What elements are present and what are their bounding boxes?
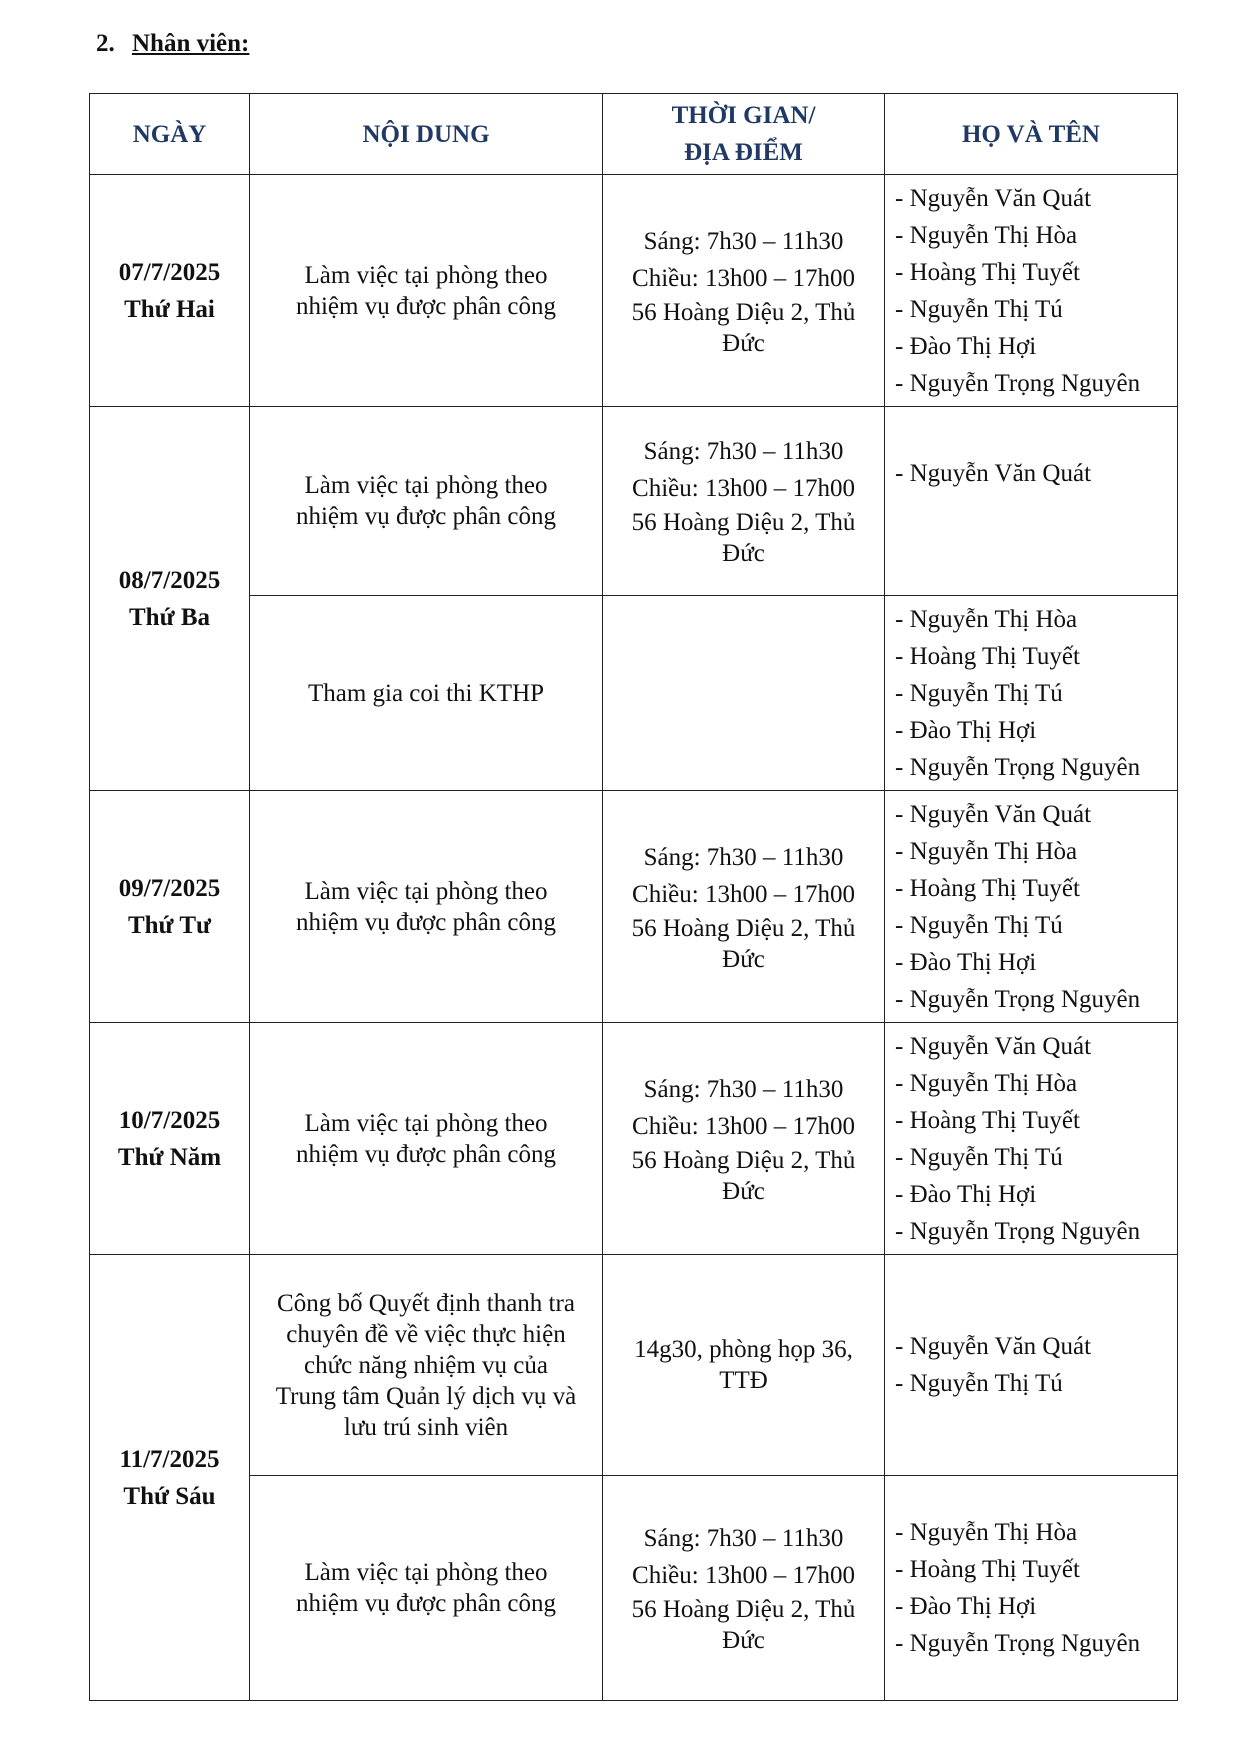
weekday-text: Thứ Hai bbox=[124, 295, 215, 323]
content-line: Làm việc tại phòng theo bbox=[304, 261, 548, 289]
time-location-line: Chiều: 13h00 – 17h00 bbox=[632, 475, 855, 502]
time-location-line: Chiều: 13h00 – 17h00 bbox=[632, 1562, 855, 1589]
date-cell bbox=[90, 1023, 250, 1255]
schedule-table bbox=[89, 93, 1178, 1701]
time-location-cell bbox=[603, 1255, 885, 1476]
content-line: nhiệm vụ được phân công bbox=[295, 503, 557, 530]
content-cell bbox=[250, 596, 603, 791]
names-cell bbox=[885, 175, 1178, 407]
header-content: NỘI DUNG bbox=[250, 94, 603, 175]
names-cell bbox=[885, 407, 1178, 596]
date-cell bbox=[90, 791, 250, 1023]
time-location-line: Chiều: 13h00 – 17h00 bbox=[632, 880, 855, 908]
content-line: Trung tâm Quản lý dịch vụ và bbox=[275, 1382, 577, 1410]
time-location-line: 56 Hoàng Diệu 2, Thủ bbox=[631, 1146, 856, 1174]
staff-name: - Hoàng Thị Tuyết bbox=[895, 1106, 1080, 1134]
staff-name: - Nguyễn Thị Hòa bbox=[895, 605, 1078, 633]
time-location-cell bbox=[603, 596, 885, 791]
names-cell bbox=[885, 596, 1178, 791]
table-row bbox=[90, 407, 1178, 596]
content-cell bbox=[250, 407, 603, 596]
section-number: 2. bbox=[96, 30, 115, 57]
time-location-line: Đức bbox=[722, 1177, 765, 1205]
content-line: nhiệm vụ được phân công bbox=[295, 908, 557, 936]
date-text: 11/7/2025 bbox=[119, 1445, 220, 1473]
time-location-line: Đức bbox=[722, 945, 765, 973]
staff-name: - Nguyễn Thị Tú bbox=[895, 1143, 1063, 1171]
staff-name: - Nguyễn Thị Hòa bbox=[895, 1069, 1078, 1097]
time-location-line: 56 Hoàng Diệu 2, Thủ bbox=[631, 914, 856, 942]
content-cell bbox=[250, 1023, 603, 1255]
date-text: 09/7/2025 bbox=[118, 874, 221, 902]
names-cell bbox=[885, 791, 1178, 1023]
header-date: NGÀY bbox=[90, 94, 250, 175]
staff-name: - Nguyễn Thị Hòa bbox=[895, 1519, 1078, 1546]
header-full-name: HỌ VÀ TÊN bbox=[885, 94, 1178, 175]
date-text: 07/7/2025 bbox=[118, 258, 221, 286]
date-cell bbox=[90, 175, 250, 407]
time-location-line: Đức bbox=[722, 1627, 765, 1654]
time-location-cell bbox=[603, 791, 885, 1023]
content-line: Làm việc tại phòng theo bbox=[304, 877, 548, 905]
time-location-line: 14g30, phòng họp 36, bbox=[634, 1336, 853, 1363]
content-line: chức năng nhiệm vụ của bbox=[303, 1351, 549, 1379]
staff-name: - Nguyễn Trọng Nguyên bbox=[895, 985, 1141, 1013]
staff-name: - Đào Thị Hợi bbox=[895, 1593, 1037, 1620]
date-text: 08/7/2025 bbox=[118, 566, 221, 594]
content-line: lưu trú sinh viên bbox=[343, 1413, 509, 1441]
content-cell bbox=[250, 175, 603, 407]
content-line: Làm việc tại phòng theo bbox=[304, 1109, 548, 1137]
staff-name: - Nguyễn Thị Tú bbox=[895, 295, 1063, 323]
staff-name: - Nguyễn Thị Tú bbox=[895, 679, 1063, 707]
table-row bbox=[90, 1476, 1178, 1701]
staff-name: - Đào Thị Hợi bbox=[895, 332, 1037, 360]
content-line: Làm việc tại phòng theo bbox=[304, 1559, 548, 1586]
staff-name: - Đào Thị Hợi bbox=[895, 948, 1037, 976]
time-location-line: 56 Hoàng Diệu 2, Thủ bbox=[631, 298, 856, 326]
time-location-line: Sáng: 7h30 – 11h30 bbox=[643, 227, 844, 255]
names-cell bbox=[885, 1023, 1178, 1255]
schedule-body bbox=[90, 175, 1178, 1701]
date-text: 10/7/2025 bbox=[118, 1106, 221, 1134]
time-location-line: TTĐ bbox=[719, 1367, 768, 1394]
date-cell bbox=[90, 1255, 250, 1701]
staff-name: - Nguyễn Thị Hòa bbox=[895, 221, 1078, 249]
staff-name: - Nguyễn Trọng Nguyên bbox=[895, 1217, 1141, 1245]
time-location-cell bbox=[603, 175, 885, 407]
content-line: Công bố Quyết định thanh tra bbox=[277, 1289, 575, 1317]
content-cell bbox=[250, 1255, 603, 1476]
staff-name: - Nguyễn Trọng Nguyên bbox=[895, 369, 1141, 397]
staff-name: - Nguyễn Thị Tú bbox=[895, 1370, 1063, 1397]
content-line: Làm việc tại phòng theo bbox=[304, 472, 548, 499]
header-time-location-text: THỜI GIAN/ ĐỊA ĐIỂM bbox=[671, 102, 816, 166]
content-line: nhiệm vụ được phân công bbox=[295, 1590, 557, 1617]
time-location-line: Đức bbox=[722, 540, 765, 567]
content-cell bbox=[250, 791, 603, 1023]
table-row bbox=[90, 596, 1178, 791]
content-line: Tham gia coi thi KTHP bbox=[307, 679, 545, 707]
time-location-line: Đức bbox=[722, 329, 765, 357]
table-row bbox=[90, 175, 1178, 407]
names-cell bbox=[885, 1476, 1178, 1701]
time-location-line: Sáng: 7h30 – 11h30 bbox=[643, 1525, 844, 1552]
content-line: chuyên đề về việc thực hiện bbox=[286, 1320, 566, 1348]
staff-name: - Hoàng Thị Tuyết bbox=[895, 642, 1080, 670]
time-location-cell bbox=[603, 1476, 885, 1701]
staff-name: - Hoàng Thị Tuyết bbox=[895, 1556, 1080, 1583]
weekday-text: Thứ Tư bbox=[127, 911, 212, 939]
content-line: nhiệm vụ được phân công bbox=[295, 292, 557, 320]
staff-name: - Nguyễn Văn Quát bbox=[895, 1032, 1092, 1060]
staff-name: - Nguyễn Trọng Nguyên bbox=[895, 753, 1141, 781]
content-line: nhiệm vụ được phân công bbox=[295, 1140, 557, 1168]
staff-name: - Nguyễn Văn Quát bbox=[895, 1333, 1092, 1360]
staff-name: - Nguyễn Văn Quát bbox=[895, 800, 1092, 828]
staff-name: - Hoàng Thị Tuyết bbox=[895, 874, 1080, 902]
time-location-line: Chiều: 13h00 – 17h00 bbox=[632, 264, 855, 292]
staff-name: - Nguyễn Thị Tú bbox=[895, 911, 1063, 939]
time-location-cell bbox=[603, 407, 885, 596]
table-row bbox=[90, 791, 1178, 1023]
staff-name: - Nguyễn Văn Quát bbox=[895, 460, 1092, 487]
table-row bbox=[90, 1023, 1178, 1255]
names-cell bbox=[885, 1255, 1178, 1476]
staff-name: - Đào Thị Hợi bbox=[895, 1180, 1037, 1208]
table-row bbox=[90, 1255, 1178, 1476]
weekday-text: Thứ Ba bbox=[128, 603, 210, 631]
staff-name: - Đào Thị Hợi bbox=[895, 716, 1037, 744]
weekday-text: Thứ Sáu bbox=[123, 1482, 216, 1510]
time-location-cell bbox=[603, 1023, 885, 1255]
time-location-line: Chiều: 13h00 – 17h00 bbox=[632, 1112, 855, 1140]
staff-name: - Nguyễn Trọng Nguyên bbox=[895, 1630, 1141, 1657]
date-cell bbox=[90, 407, 250, 791]
staff-name: - Nguyễn Thị Hòa bbox=[895, 837, 1078, 865]
time-location-line: 56 Hoàng Diệu 2, Thủ bbox=[631, 509, 856, 536]
staff-name: - Nguyễn Văn Quát bbox=[895, 184, 1092, 212]
weekday-text: Thứ Năm bbox=[117, 1143, 222, 1171]
section-heading bbox=[96, 30, 249, 58]
time-location-line: Sáng: 7h30 – 11h30 bbox=[643, 1075, 844, 1103]
table-header-row bbox=[90, 94, 1178, 175]
content-cell bbox=[250, 1476, 603, 1701]
staff-name: - Hoàng Thị Tuyết bbox=[895, 258, 1080, 286]
time-location-line: Sáng: 7h30 – 11h30 bbox=[643, 843, 844, 871]
time-location-line: Sáng: 7h30 – 11h30 bbox=[643, 438, 844, 465]
section-title: Nhân viên: bbox=[132, 30, 250, 57]
time-location-line: 56 Hoàng Diệu 2, Thủ bbox=[631, 1596, 856, 1623]
header-time-location bbox=[603, 94, 885, 175]
